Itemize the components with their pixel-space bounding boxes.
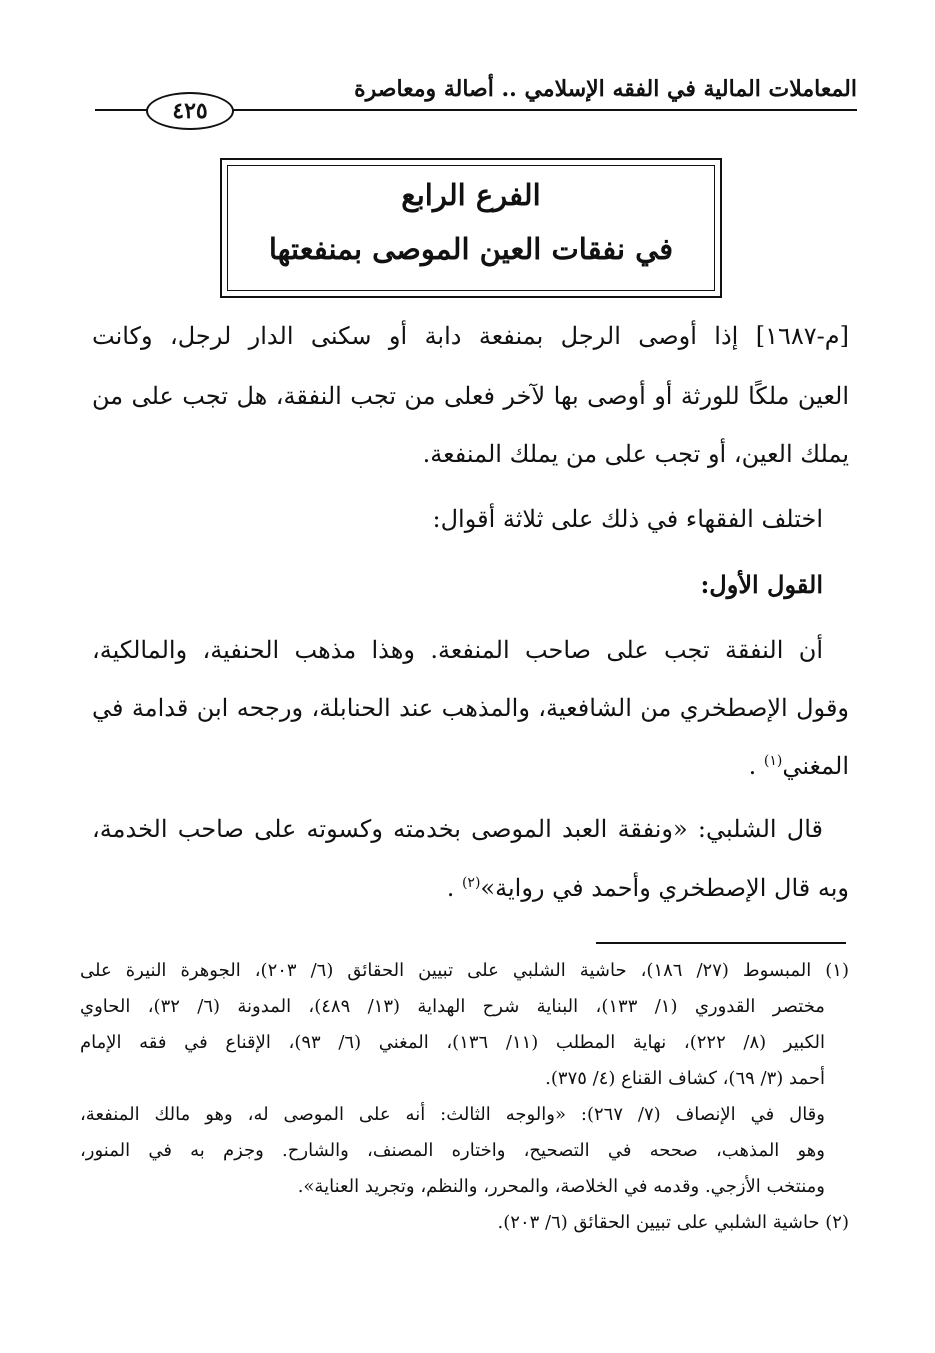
footnote-separator bbox=[596, 942, 846, 944]
page-number-badge: ٤٢٥ bbox=[146, 92, 234, 130]
paragraph-1-line-1: [م-١٦٨٧] إذا أوصى الرجل بمنفعة دابة أو سكنى الدار لرجل، وكانت bbox=[92, 322, 849, 350]
footnote-1-line-5: وقال في الإنصاف (٧/ ٢٦٧): «والوجه الثالث: أنه على الموصى له، وهو مالك المنفعة، bbox=[80, 1104, 825, 1125]
footnote-1-line-4: أحمد (٣/ ٦٩)، كشاف القناع (٤/ ٣٧٥). bbox=[545, 1068, 825, 1089]
section-title-line-1: الفرع الرابع bbox=[401, 178, 541, 212]
paragraph-3-line-1: أن النفقة تجب على صاحب المنفعة. وهذا مذهب الحنفية، والمالكية، bbox=[92, 636, 823, 664]
paragraph-3-line-3: المغني$^{(١)}$ . bbox=[748, 752, 849, 780]
footnote-1-line-3: الكبير (٨/ ٢٢٢)، نهاية المطلب (١١/ ١٣٦)، المغني (٦/ ٩٣)، الإقناع في فقه الإمام bbox=[80, 1032, 826, 1053]
heading-first-opinion: القول الأول: bbox=[700, 570, 823, 599]
footnote-1-line-6: وهو المذهب، صححه في التصحيح، واختاره المصنف، والشارح. وجزم به في المنور، bbox=[80, 1140, 825, 1161]
paragraph-4-line-2: وبه قال الإصطخري وأحمد في رواية»$^{(٢)}$ . bbox=[446, 874, 849, 902]
footnote-1-line-7: ومنتخب الأزجي. وقدمه في الخلاصة، والمحرر، والنظم، وتجريد العناية». bbox=[297, 1176, 825, 1197]
footnote-1-line-1: (١) المبسوط (٢٧/ ١٨٦)، حاشية الشلبي على تبيين الحقائق (٦/ ٢٠٣)، الجوهرة النيرة على bbox=[80, 960, 849, 981]
footnote-ref-1: (١) bbox=[763, 753, 783, 769]
paragraph-4-line-2-text: وبه قال الإصطخري وأحمد في رواية» bbox=[480, 874, 849, 902]
footnote-1-line-2: مختصر القدوري (١/ ١٣٣)، البناية شرح الهداية (١٣/ ٤٨٩)، المدونة (٦/ ٣٢)، الحاوي bbox=[80, 996, 825, 1017]
footnote-2-line-1: (٢) حاشية الشلبي على تبيين الحقائق (٦/ ٢٠٣). bbox=[497, 1212, 849, 1233]
paragraph-1-line-2: العين ملكًا للورثة أو أوصى بها لآخر فعلى من تجب النفقة، هل تجب على من bbox=[92, 382, 849, 410]
paragraph-1-line-3: يملك العين، أو تجب على من يملك المنفعة. bbox=[422, 440, 849, 468]
section-title-box bbox=[220, 158, 722, 298]
paragraph-3-line-2: وقول الإصطخري من الشافعية، والمذهب عند الحنابلة، ورجحه ابن قدامة في bbox=[92, 694, 849, 722]
section-title-line-2: في نفقات العين الموصى بمنفعتها bbox=[268, 232, 674, 266]
footnote-ref-2: (٢) bbox=[461, 875, 481, 891]
running-header-title: المعاملات المالية في الفقه الإسلامي .. أصالة ومعاصرة bbox=[354, 76, 857, 102]
paragraph-2: اختلف الفقهاء في ذلك على ثلاثة أقوال: bbox=[432, 505, 823, 533]
paragraph-3-line-3-text: المغني bbox=[782, 752, 849, 780]
paragraph-4-line-1: قال الشلبي: «ونفقة العبد الموصى بخدمته وكسوته على صاحب الخدمة، bbox=[92, 815, 823, 843]
